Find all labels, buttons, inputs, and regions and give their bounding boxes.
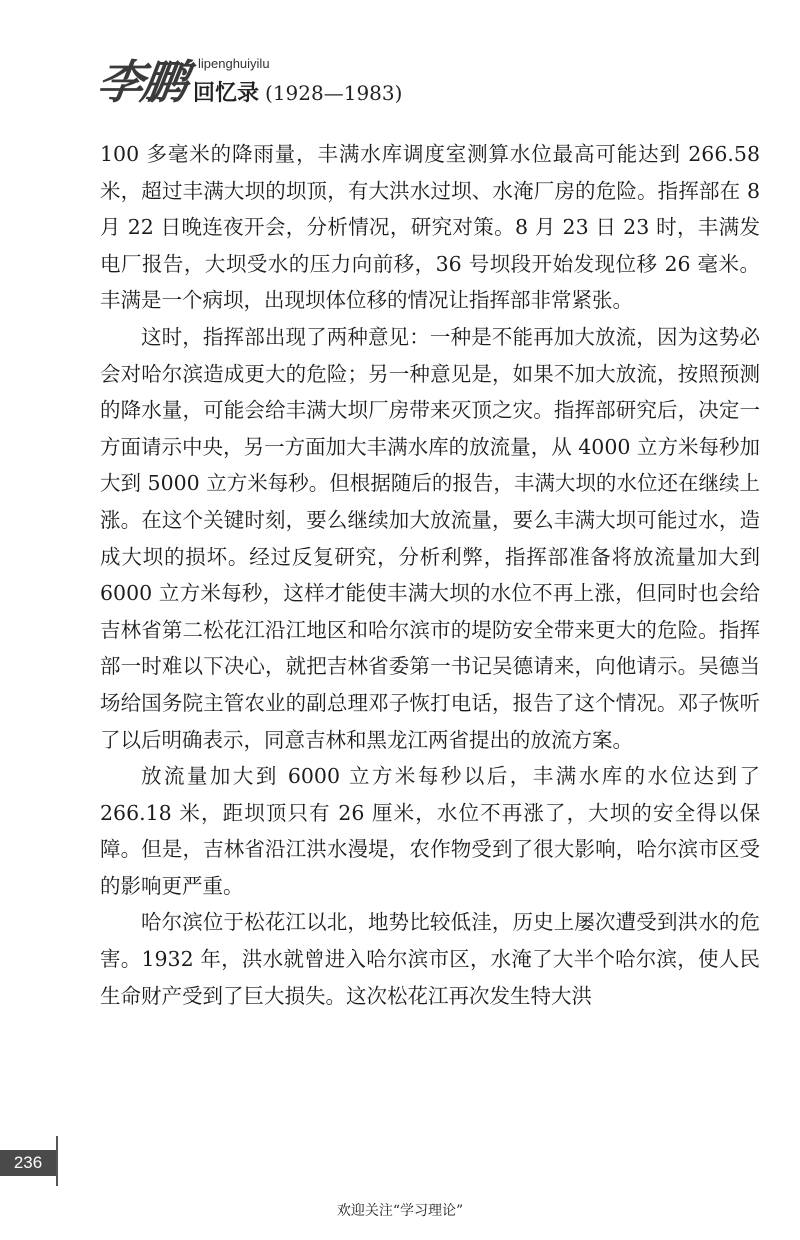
- page-number: 236: [0, 1150, 56, 1176]
- header-pinyin: lipenghuiyilu: [198, 56, 270, 71]
- paragraph-1: 100 多毫米的降雨量，丰满水库调度室测算水位最高可能达到 266.58 米，超过丰满大坝的坝顶，有大洪水过坝、水淹厂房的危险。指挥部在 8 月 22 日晚连夜开会，分析情况，研究对策。8 月 23 日 23 时，丰满发电厂报告，大坝受水的压力向前移，36 号坝段开始发现位移 26 毫米。丰满是一个病坝，出现坝体位移的情况让指挥部非常紧张。: [100, 142, 760, 313]
- page-number-rule: [56, 1136, 58, 1186]
- book-title-text: 回忆录: [193, 80, 260, 106]
- book-years: (1928—1983): [265, 81, 403, 105]
- paragraph-2: 这时，指挥部出现了两种意见：一种是不能再加大放流，因为这势必会对哈尔滨造成更大的危险；另一种意见是，如果不加大放流，按照预测的降水量，可能会给丰满大坝厂房带来灭顶之灾。指挥部研究后，决定一方面请示中央，另一方面加大丰满水库的放流量，从 4000 立方米每秒加大到 5000 立方米每秒。但根据随后的报告，丰满大坝的水位还在继续上涨。在这个关键时刻，要么继续加大放流量，要么丰满大坝可能过水，造成大坝的损坏。经过反复研究，分析利弊，指挥部准备将放流量加大到 6000 立方米每秒，这样才能使丰满大坝的水位不再上涨，但同时也会给吉林省第二松花江沿江地区和哈尔滨市的堤防安全带来更大的危险。指挥部一时难以下决心，就把吉林省委第一书记吴德请来，向他请示。吴德当场给国务院主管农业的副总理邓子恢打电话，报告了这个情况。邓子恢听了以后明确表示，同意吉林和黑龙江两省提出的放流方案。: [100, 324, 760, 752]
- paragraph-4: 哈尔滨位于松花江以北，地势比较低洼，历史上屡次遭受到洪水的危害。1932 年，洪水就曾进入哈尔滨市区，水淹了大半个哈尔滨，使人民生命财产受到了巨大损失。这次松花江再次发生特大洪: [100, 910, 760, 1008]
- running-header: [93, 40, 598, 110]
- footer-note: 欢迎关注“学习理论”: [336, 1203, 464, 1219]
- author-calligraphy-logo: 李鹏: [93, 55, 190, 109]
- page-body: [100, 136, 760, 1014]
- book-title: [193, 76, 402, 107]
- paragraph-3: 放流量加大到 6000 立方米每秒以后，丰满水库的水位达到了 266.18 米，距坝顶只有 26 厘米，水位不再涨了，大坝的安全得以保障。但是，吉林省沿江洪水漫堤，农作物受到了很大影响，哈尔滨市区受的影响更严重。: [100, 764, 760, 898]
